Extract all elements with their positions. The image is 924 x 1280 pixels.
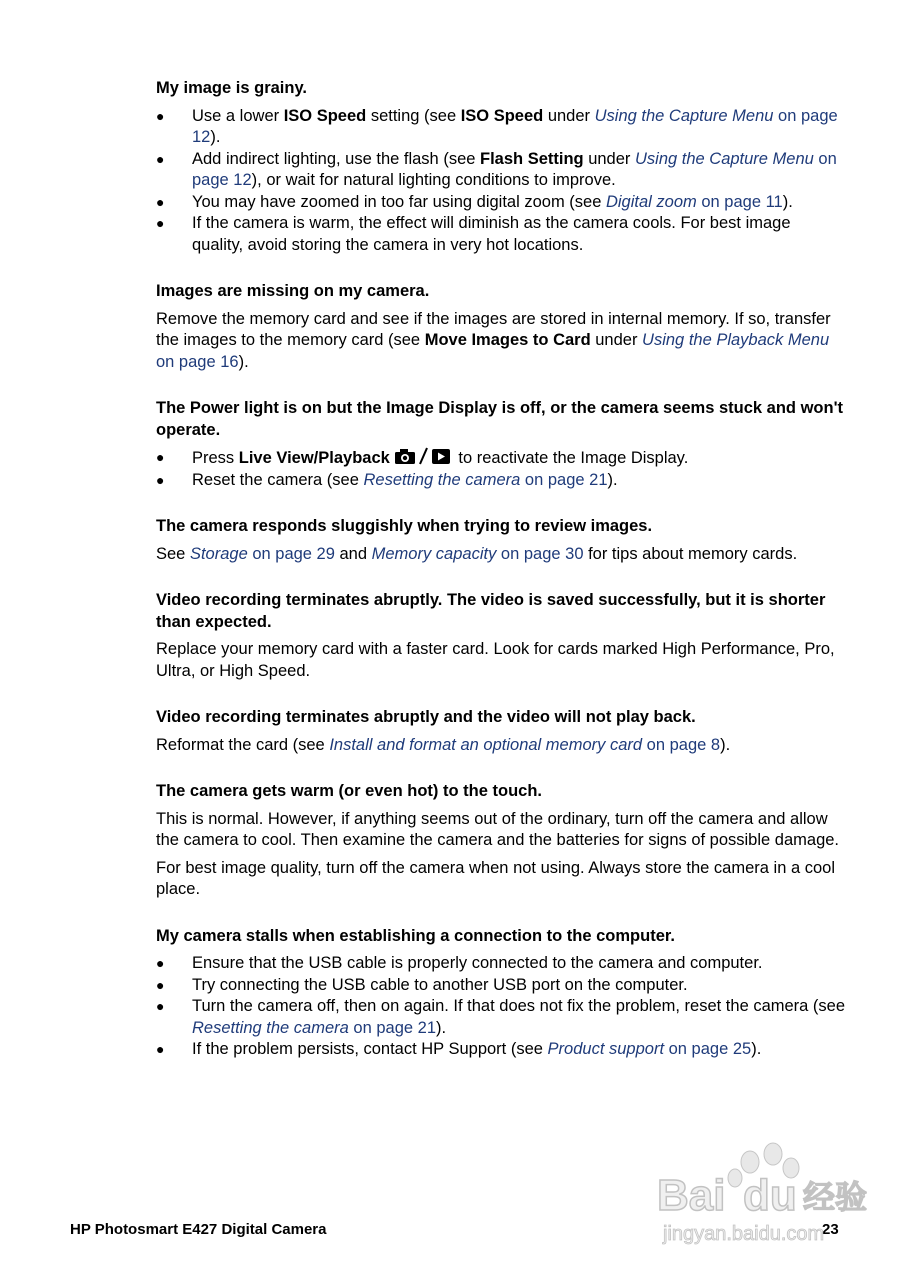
bullet-icon: ●: [156, 998, 165, 1014]
text-run: Use a lower: [192, 106, 284, 125]
body-paragraph: [156, 639, 846, 682]
text-run: See: [156, 544, 190, 563]
cross-reference-link[interactable]: on page 12: [192, 106, 838, 146]
cross-reference-link[interactable]: Product support: [547, 1040, 665, 1058]
text-run: ).: [782, 192, 793, 211]
list-item: [156, 106, 846, 149]
bullet-list: [156, 447, 846, 491]
cross-reference-link[interactable]: on page 12: [192, 149, 837, 189]
body-paragraph: [156, 544, 846, 566]
text-run: This is normal. However, if anything seems out of the ordinary, turn off the camera and allow the camera to cool. Then examine the camera and the batteries for signs of possible damage.: [156, 809, 840, 849]
bullet-list: [156, 953, 846, 1061]
text-run: Turn the camera off, then on again. If that does not fix the problem, reset the camera (see: [192, 997, 846, 1015]
body-paragraph: [156, 809, 846, 852]
live-view-playback-icon: [394, 447, 452, 465]
bullet-icon: ●: [156, 107, 165, 124]
troubleshooting-section: [156, 926, 846, 1061]
svg-text:Bai: Bai: [657, 1171, 726, 1220]
text-run: under: [543, 106, 595, 125]
text-run: If the problem persists, contact HP Support (see: [192, 1040, 548, 1058]
text-run: For best image quality, turn off the camera when not using. Always store the camera in a cool place.: [156, 858, 835, 898]
page-number: 23: [822, 1221, 839, 1238]
bold-term: Move Images to Card: [424, 331, 591, 349]
list-item: [156, 1039, 846, 1061]
section-heading: Video recording terminates abruptly. The video is saved successfully, but it is shorter than expected.: [156, 591, 826, 631]
bold-term: ISO Speed: [460, 106, 544, 125]
text-run: for tips about memory cards.: [583, 544, 798, 563]
text-run: Replace your memory card with a faster card. Look for cards marked High Performance, Pro, Ultra, or High Speed.: [156, 640, 835, 680]
section-heading: The camera gets warm (or even hot) to the touch.: [156, 782, 542, 800]
text-run: ).: [436, 1018, 447, 1037]
svg-text:经验: 经验: [803, 1178, 868, 1216]
cross-reference-link[interactable]: Memory capacity: [371, 544, 497, 563]
bullet-icon: ●: [156, 976, 165, 993]
cross-reference-link[interactable]: on page 16: [156, 352, 239, 371]
body-paragraph: [156, 735, 846, 757]
bullet-icon: ●: [156, 471, 165, 488]
footer-title: HP Photosmart E427 Digital Camera: [70, 1221, 327, 1238]
cross-reference-link[interactable]: on page 21: [520, 470, 608, 489]
troubleshooting-section: [156, 398, 846, 491]
body-paragraph: [156, 858, 846, 901]
section-heading: The Power light is on but the Image Display is off, or the camera seems stuck and won't operate.: [156, 399, 843, 439]
section-heading: Images are missing on my camera.: [156, 282, 430, 300]
text-run: Reset the camera (see: [192, 470, 364, 489]
bullet-list: [156, 106, 846, 257]
text-run: Reformat the card (see: [156, 735, 330, 754]
section-heading: My image is grainy.: [156, 79, 307, 97]
cross-reference-link[interactable]: Install and format an optional memory card: [329, 735, 643, 754]
text-run: under: [590, 331, 643, 349]
cross-reference-link[interactable]: Storage: [189, 544, 248, 563]
list-item: [156, 192, 846, 214]
list-item: [156, 953, 846, 975]
cross-reference-link[interactable]: on page 25: [664, 1040, 752, 1058]
cross-reference-link[interactable]: on page 21: [348, 1018, 437, 1037]
text-run: Ensure that the USB cable is properly connected to the camera and computer.: [192, 954, 763, 972]
troubleshooting-section: [156, 590, 846, 682]
list-item: [156, 149, 846, 192]
text-run: If the camera is warm, the effect will diminish as the camera cools. For best image quality, avoid storing the camera in very hot locations.: [192, 214, 791, 254]
text-run: Remove the memory card and see if the images are stored in internal memory. If so, transfer the images to the memory card (see: [156, 309, 831, 349]
list-item: [156, 447, 846, 470]
bullet-icon: ●: [156, 1041, 165, 1057]
text-run: ).: [751, 1040, 762, 1058]
watermark-url: jingyan.baidu.com: [663, 1223, 825, 1245]
troubleshooting-section: [156, 707, 846, 756]
cross-reference-link[interactable]: Digital zoom: [605, 192, 697, 211]
text-run: ), or wait for natural lighting conditions to improve.: [251, 171, 616, 189]
list-item: [156, 996, 846, 1039]
text-run: ).: [238, 352, 249, 371]
list-item: [156, 213, 846, 256]
body-paragraph: [156, 309, 846, 374]
bullet-icon: ●: [156, 150, 165, 167]
troubleshooting-section: [156, 781, 846, 901]
cross-reference-link[interactable]: Using the Playback Menu: [642, 331, 830, 349]
text-run: ).: [607, 470, 618, 489]
section-heading: The camera responds sluggishly when trying to review images.: [156, 517, 653, 535]
text-run: to reactivate the Image Display.: [453, 449, 689, 467]
cross-reference-link[interactable]: Resetting the camera: [363, 470, 521, 489]
text-run: ).: [210, 128, 221, 146]
svg-text:du: du: [743, 1171, 797, 1220]
cross-reference-link[interactable]: on page 30: [496, 544, 584, 563]
text-run: setting (see: [366, 106, 461, 125]
text-run: under: [583, 149, 635, 168]
text-run: Add indirect lighting, use the flash (see: [192, 149, 481, 168]
troubleshooting-section: [156, 281, 846, 373]
troubleshooting-section: [156, 78, 846, 256]
cross-reference-link[interactable]: on page 29: [247, 544, 335, 563]
section-heading: Video recording terminates abruptly and the video will not play back.: [156, 708, 696, 726]
cross-reference-link[interactable]: Resetting the camera: [192, 1018, 349, 1037]
text-run: You may have zoomed in too far using digital zoom (see: [192, 192, 606, 211]
bold-term: Live View/Playback: [238, 449, 390, 467]
baidu-watermark-logo: [655, 1140, 875, 1250]
text-run: and: [334, 544, 372, 563]
text-run: Try connecting the USB cable to another USB port on the computer.: [192, 975, 688, 994]
bold-term: ISO Speed: [283, 106, 367, 125]
bullet-icon: ●: [156, 215, 165, 231]
list-item: [156, 975, 846, 997]
text-run: ).: [720, 735, 731, 754]
cross-reference-link[interactable]: on page 8: [642, 735, 721, 754]
troubleshooting-section: [156, 516, 846, 565]
bullet-icon: ●: [156, 193, 165, 210]
list-item: [156, 470, 846, 492]
cross-reference-link[interactable]: Using the Capture Menu: [634, 149, 814, 168]
cross-reference-link[interactable]: Using the Capture Menu: [594, 106, 774, 125]
bullet-icon: ●: [156, 955, 165, 971]
manual-content: [156, 78, 846, 1061]
section-heading: My camera stalls when establishing a connection to the computer.: [156, 926, 675, 945]
bullet-icon: ●: [156, 449, 165, 465]
text-run: Press: [192, 449, 239, 467]
cross-reference-link[interactable]: on page 11: [696, 192, 783, 211]
bold-term: Flash Setting: [480, 149, 584, 168]
